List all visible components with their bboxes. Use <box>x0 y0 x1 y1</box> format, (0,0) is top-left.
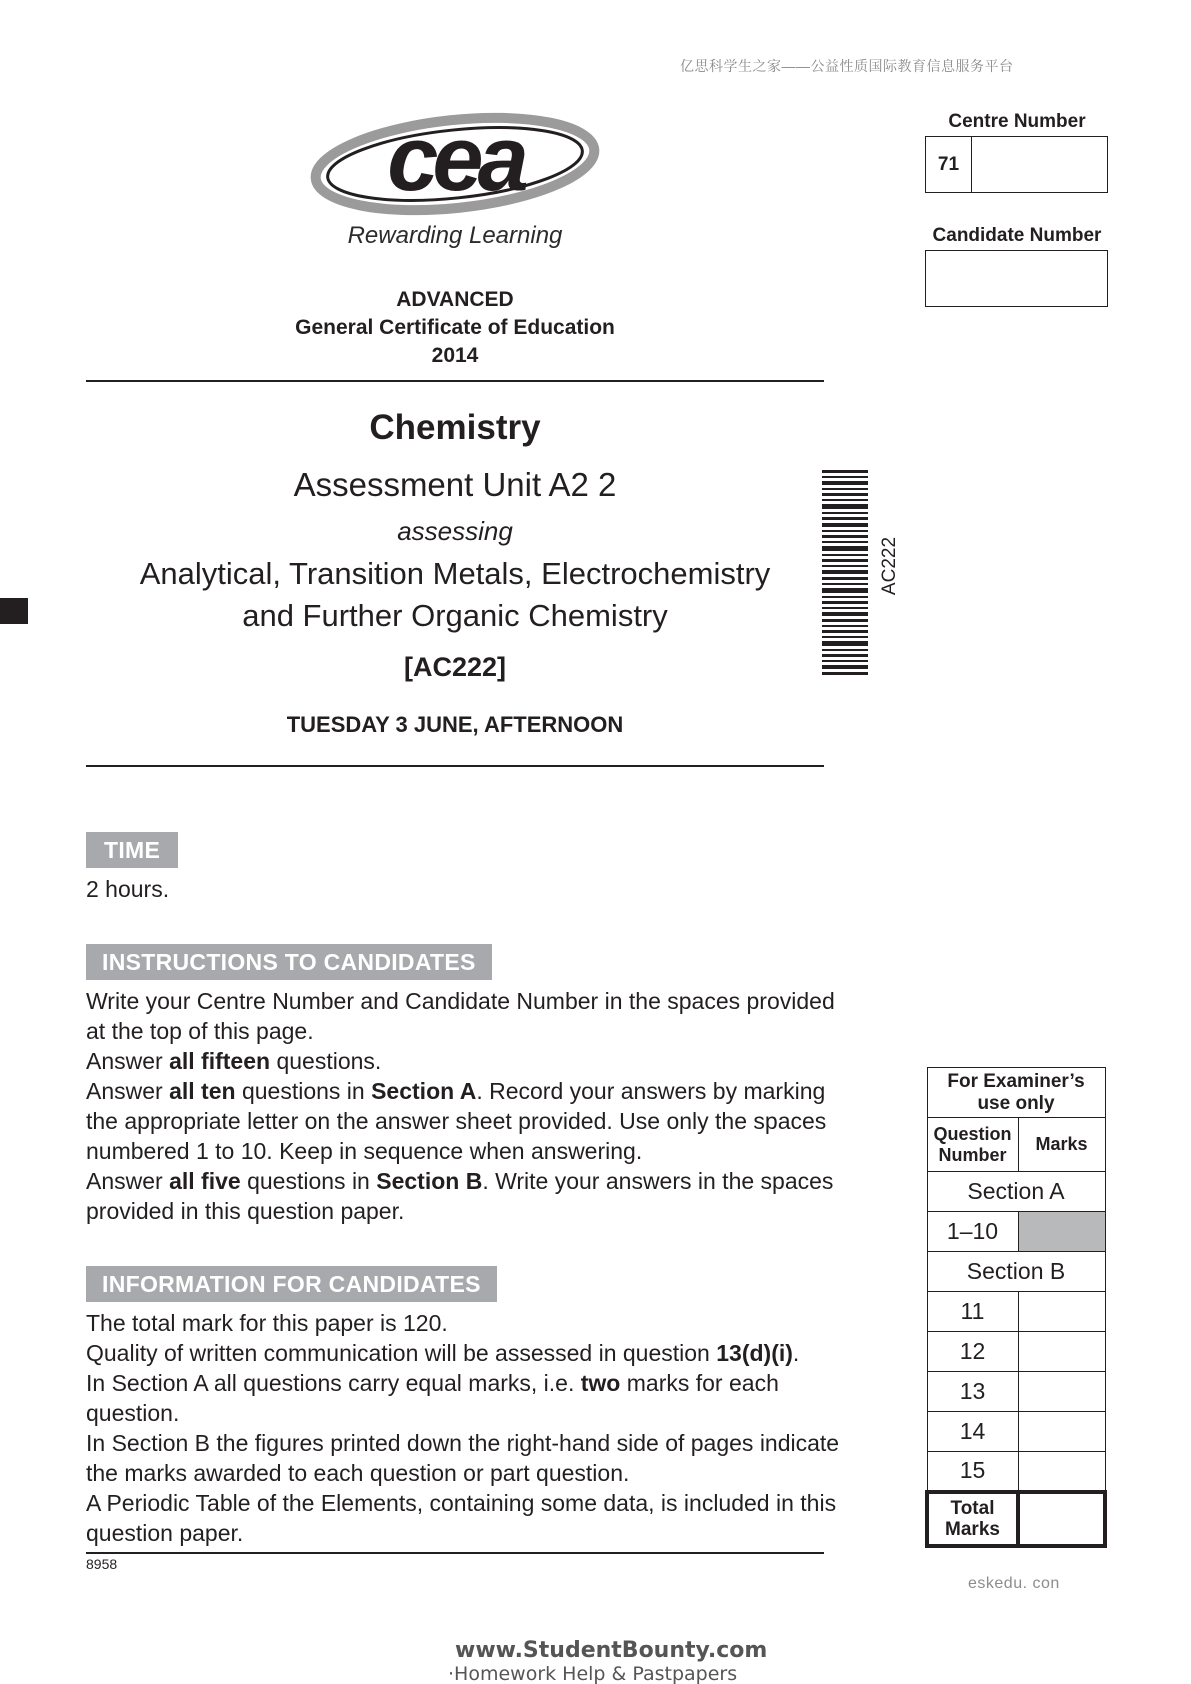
instruction-line: numbered 1 to 10. Keep in sequence when answering. <box>86 1138 643 1164</box>
unit-title: Assessment Unit A2 2 <box>293 466 617 503</box>
info-line: The total mark for this paper is 120. <box>86 1310 448 1336</box>
info-line: A Periodic Table of the Elements, containing some data, is included in this <box>86 1490 837 1516</box>
info-line: question paper. <box>86 1520 244 1546</box>
divider <box>86 1552 824 1554</box>
info-line: In Section A all questions carry equal marks, i.e. two marks for each <box>86 1370 779 1396</box>
instruction-line: Answer all ten questions in Section A. Record your answers by marking <box>86 1078 826 1104</box>
svg-text:cea: cea <box>387 112 523 210</box>
marks-header: Marks <box>1018 1118 1105 1172</box>
examiner-title: For Examiner’s use only <box>927 1068 1105 1118</box>
marks-cell-shaded <box>1018 1212 1105 1252</box>
barcode-icon <box>822 470 868 676</box>
time-header: TIME <box>86 832 178 868</box>
instruction-line: Answer all five questions in Section B. Write your answers in the spaces <box>86 1168 834 1194</box>
question-number: 14 <box>927 1412 1018 1452</box>
instruction-line: provided in this question paper. <box>86 1198 405 1224</box>
centre-number-prefix: 71 <box>926 137 972 192</box>
section-a-label: Section A <box>927 1172 1105 1212</box>
watermark-top: 亿思科学生之家——公益性质国际教育信息服务平台 <box>680 58 1014 74</box>
barcode-text: AC222 <box>879 536 900 596</box>
question-number-header: Question Number <box>927 1118 1018 1172</box>
information-header: INFORMATION FOR CANDIDATES <box>86 1266 497 1302</box>
level-title: ADVANCED <box>396 288 514 311</box>
marks-cell[interactable] <box>1018 1412 1105 1452</box>
instructions-text <box>86 986 886 1226</box>
assessing-label: assessing <box>397 516 513 546</box>
section-b-label: Section B <box>927 1252 1105 1292</box>
info-line: Quality of written communication will be assessed in question 13(d)(i). <box>86 1340 800 1366</box>
info-line: question. <box>86 1400 180 1426</box>
topics-line-2: and Further Organic Chemistry <box>242 598 668 633</box>
info-line: the marks awarded to each question or part question. <box>86 1460 630 1486</box>
candidate-number-label: Candidate Number <box>932 225 1102 246</box>
paper-code: [AC222] <box>403 652 507 682</box>
candidate-number-field[interactable] <box>925 250 1108 307</box>
time-value: 2 hours. <box>86 876 170 902</box>
subject-title: Chemistry <box>369 408 541 447</box>
topics <box>86 553 824 637</box>
watermark-bottom: eskedu. con <box>968 1575 1060 1592</box>
info-line: In Section B the figures printed down the right-hand side of pages indicate <box>86 1430 840 1456</box>
studentbounty-url: www.StudentBounty.com <box>455 1638 768 1663</box>
paper-reference: 8958 <box>86 1556 118 1572</box>
instruction-line: the appropriate letter on the answer sheet provided. Use only the spaces <box>86 1108 827 1134</box>
instruction-line: Answer all fifteen questions. <box>86 1048 382 1074</box>
marks-cell[interactable] <box>1018 1332 1105 1372</box>
centre-number-input[interactable] <box>972 137 1107 192</box>
registration-mark <box>0 598 28 624</box>
topics-line-1: Analytical, Transition Metals, Electrochemistry <box>139 556 771 591</box>
divider <box>86 380 824 382</box>
cea-logo-icon <box>310 112 600 218</box>
divider <box>86 765 824 767</box>
question-number: 15 <box>927 1452 1018 1492</box>
examiner-table <box>925 1067 1107 1548</box>
studentbounty-tagline: ·Homework Help & Pastpapers <box>448 1663 738 1684</box>
question-number: 12 <box>927 1332 1018 1372</box>
information-text <box>86 1308 886 1548</box>
instruction-line: at the top of this page. <box>86 1018 314 1044</box>
qualification: General Certificate of Education <box>295 316 615 339</box>
instructions-header: INSTRUCTIONS TO CANDIDATES <box>86 944 492 980</box>
question-number: 11 <box>927 1292 1018 1332</box>
question-number: 1–10 <box>927 1212 1018 1252</box>
instruction-line: Write your Centre Number and Candidate Number in the spaces provided <box>86 988 835 1014</box>
centre-number-label: Centre Number <box>948 111 1086 132</box>
exam-year: 2014 <box>431 344 479 367</box>
marks-cell[interactable] <box>1018 1292 1105 1332</box>
total-marks-cell[interactable] <box>1018 1492 1105 1546</box>
total-marks-label: Total Marks <box>927 1492 1018 1546</box>
marks-cell[interactable] <box>1018 1372 1105 1412</box>
logo-tagline: Rewarding Learning <box>347 222 563 249</box>
marks-cell[interactable] <box>1018 1452 1105 1492</box>
question-number: 13 <box>927 1372 1018 1412</box>
exam-date: TUESDAY 3 JUNE, AFTERNOON <box>286 712 624 737</box>
centre-number-field[interactable] <box>925 136 1108 193</box>
